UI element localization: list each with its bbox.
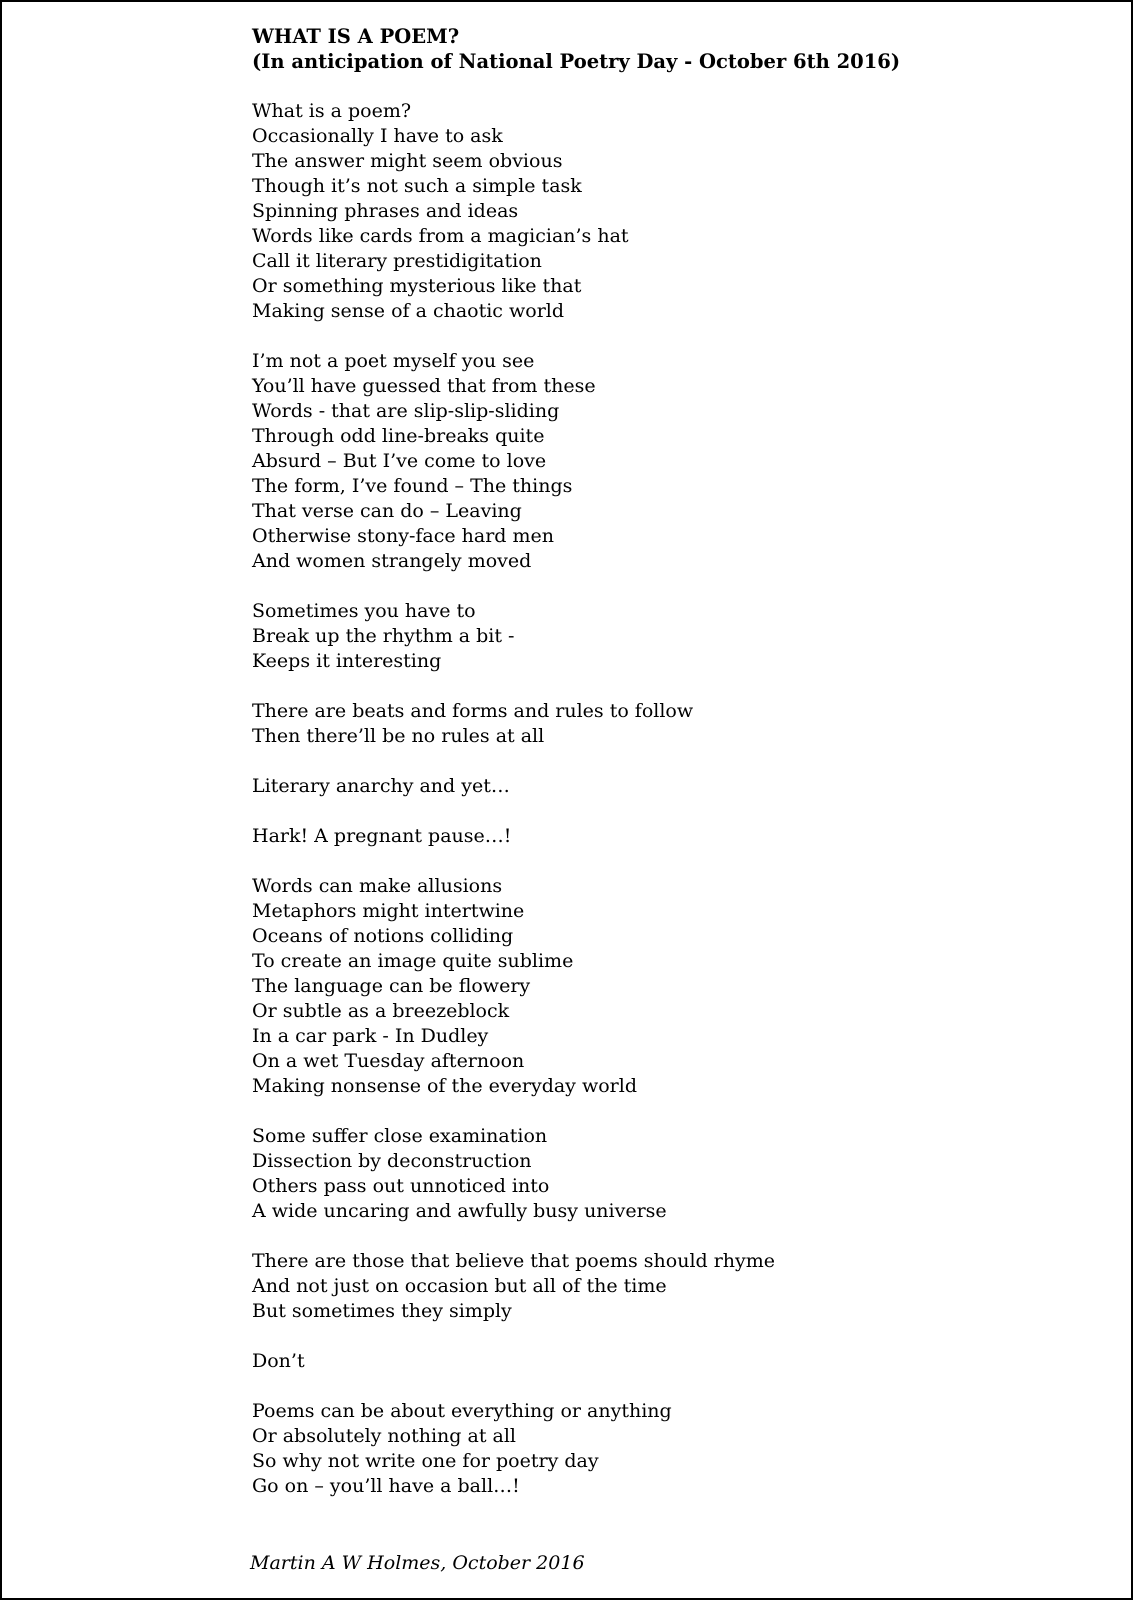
stanza-list (252, 99, 1112, 1499)
poem-line: Don’t (252, 1350, 305, 1372)
poem-line: Go on – you’ll have a ball…! (252, 1475, 520, 1497)
poem-line: Then there’ll be no rules at all (252, 725, 545, 747)
poem-line: Though it’s not such a simple task (252, 175, 582, 197)
stanza (252, 1349, 1112, 1374)
poem-line: There are those that believe that poems should rhyme (252, 1250, 776, 1272)
poem-line: But sometimes they simply (252, 1300, 512, 1322)
poem-line: That verse can do – Leaving (252, 500, 522, 522)
stanza (252, 1249, 1112, 1324)
poem-line: Absurd – But I’ve come to love (252, 450, 547, 472)
poem-line: Others pass out unnoticed into (252, 1175, 550, 1197)
poem-line: So why not write one for poetry day (252, 1450, 599, 1472)
poem-line: Hark! A pregnant pause…! (252, 825, 512, 847)
poem-line: Spinning phrases and ideas (252, 200, 519, 222)
poem-line: Otherwise stony-face hard men (252, 525, 554, 547)
stanza (252, 699, 1112, 749)
stanza (252, 1399, 1112, 1499)
poem-line: Words can make allusions (252, 875, 503, 897)
poem-line: Or something mysterious like that (252, 275, 582, 297)
poem-line: What is a poem? (252, 100, 412, 122)
poem-line: On a wet Tuesday afternoon (252, 1050, 525, 1072)
poem-line: Or subtle as a breezeblock (252, 1000, 510, 1022)
stanza (252, 824, 1112, 849)
poem-line: Through odd line-breaks quite (252, 425, 545, 447)
poem-line: Occasionally I have to ask (252, 125, 503, 147)
stanza (252, 349, 1112, 574)
stanza (252, 599, 1112, 674)
poem-line: To create an image quite sublime (252, 950, 574, 972)
poem-line: A wide uncaring and awfully busy universe (252, 1200, 667, 1222)
poem-subtitle: (In anticipation of National Poetry Day - October 6th 2016) (252, 50, 901, 73)
poem-line: Break up the rhythm a bit - (252, 625, 515, 647)
poem-line: And not just on occasion but all of the time (252, 1275, 667, 1297)
poem-line: Literary anarchy and yet… (252, 775, 510, 797)
poem-line: Call it literary prestidigitation (252, 250, 542, 272)
poem-line: Some suffer close examination (252, 1125, 548, 1147)
stanza (252, 1124, 1112, 1224)
author-signature: Martin A W Holmes, October 2016 (250, 1552, 585, 1574)
poem-line: I’m not a poet myself you see (252, 350, 535, 372)
poem-line: Words like cards from a magician’s hat (252, 225, 629, 247)
poem-line: Words - that are slip-slip-sliding (252, 400, 560, 422)
poem-line: And women strangely moved (252, 550, 532, 572)
poem-line: You’ll have guessed that from these (252, 375, 596, 397)
poem-line: The answer might seem obvious (252, 150, 563, 172)
poem-line: There are beats and forms and rules to follow (252, 700, 694, 722)
stanza (252, 99, 1112, 324)
poem-line: The form, I’ve found – The things (252, 475, 573, 497)
poem-line: Oceans of notions colliding (252, 925, 514, 947)
poem-line: In a car park - In Dudley (252, 1025, 489, 1047)
stanza (252, 774, 1112, 799)
poem-title: WHAT IS A POEM? (252, 25, 460, 48)
stanza (252, 874, 1112, 1099)
poem-line: Dissection by deconstruction (252, 1150, 532, 1172)
poem-line: Making nonsense of the everyday world (252, 1075, 637, 1097)
poem-body (252, 24, 1112, 1499)
poem-line: Keeps it interesting (252, 650, 442, 672)
poem-line: Poems can be about everything or anything (252, 1400, 672, 1422)
poem-line: Metaphors might intertwine (252, 900, 525, 922)
poem-line: The language can be flowery (252, 975, 531, 997)
poem-line: Making sense of a chaotic world (252, 300, 565, 322)
poem-line: Or absolutely nothing at all (252, 1425, 516, 1447)
poem-line: Sometimes you have to (252, 600, 476, 622)
